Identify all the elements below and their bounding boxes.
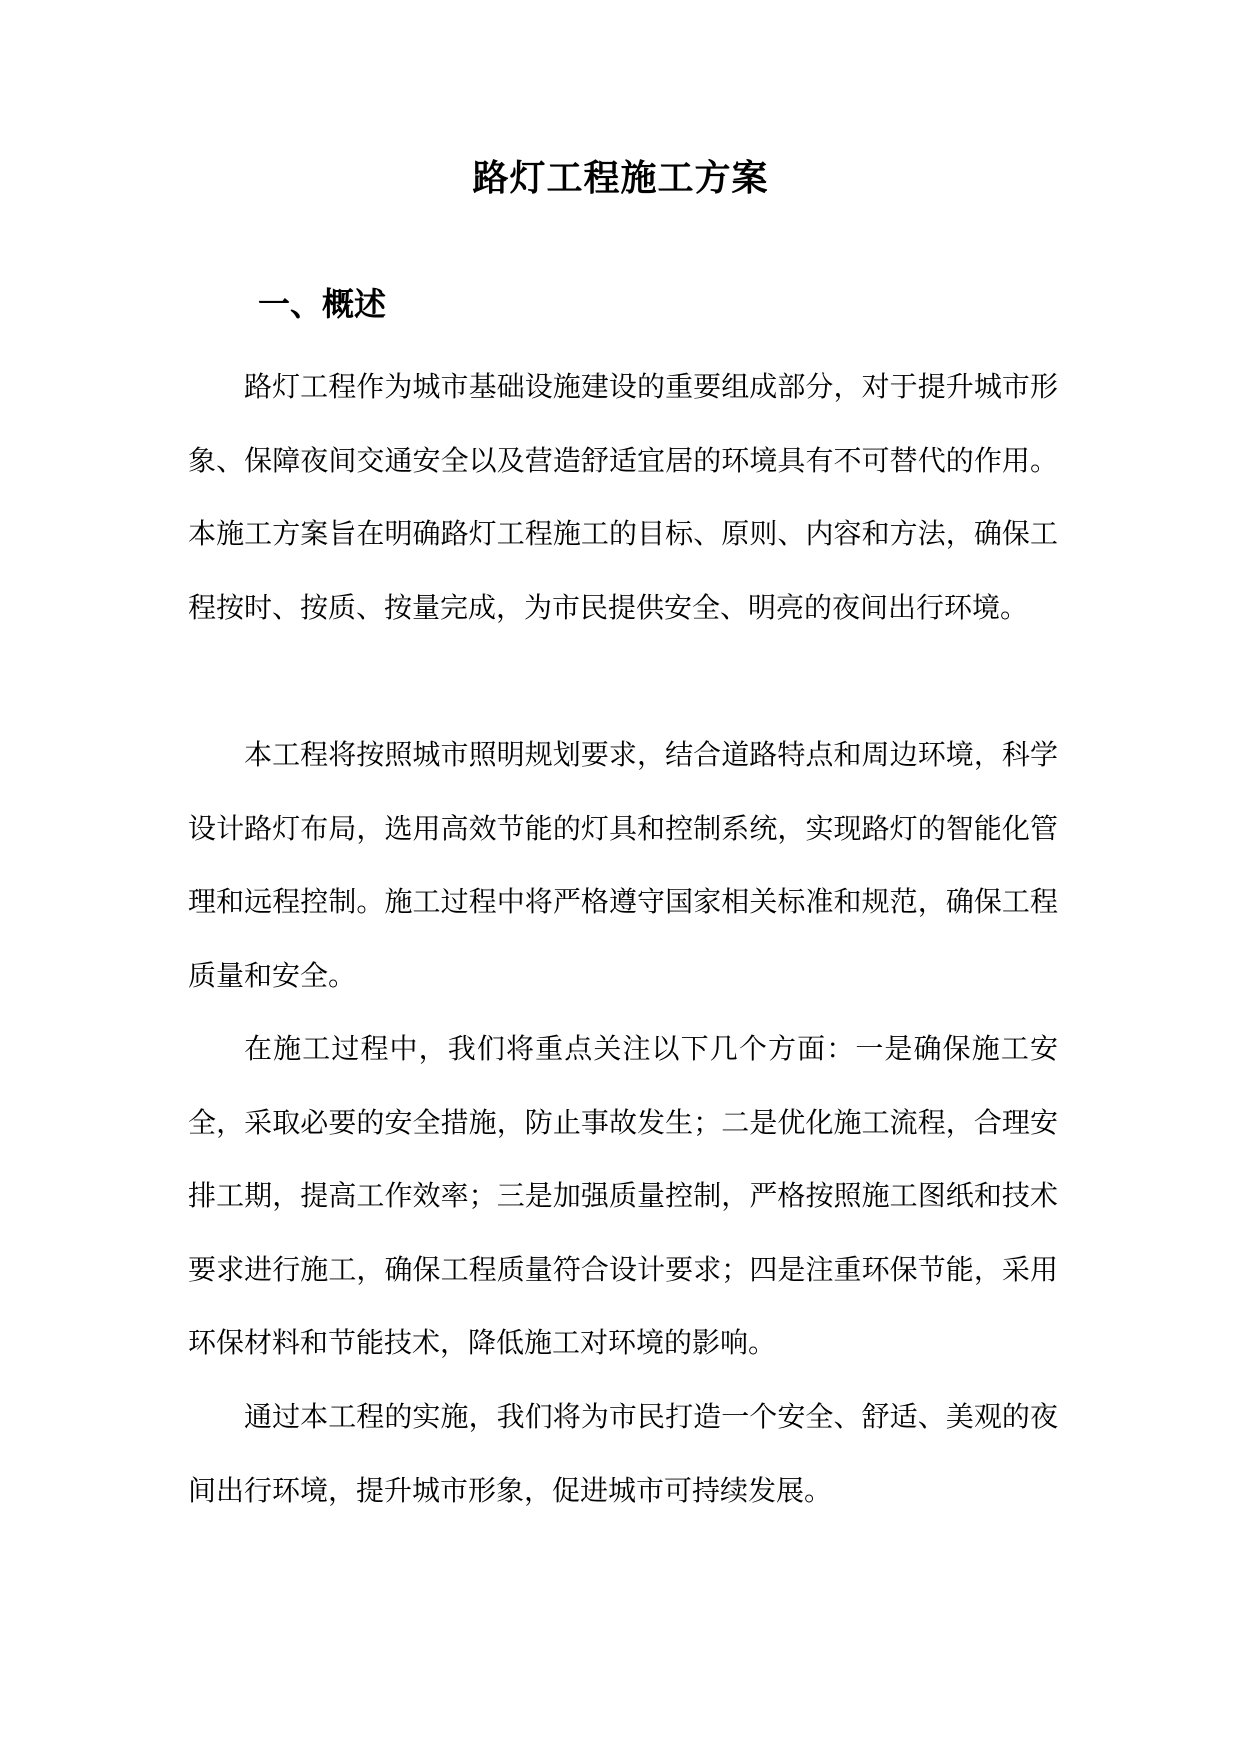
section-heading: 一、概述: [258, 285, 387, 323]
body-paragraph: 路灯工程作为城市基础设施建设的重要组成部分，对于提升城市形象、保障夜间交通安全以及营造舒适宜居的环境具有不可替代的作用。本施工方案旨在明确路灯工程施工的目标、原则、内容和方法，确保工程按时、按质、按量完成，为市民提供安全、明亮的夜间出行环境。: [188, 370, 1058, 624]
body-paragraph: 在施工过程中，我们将重点关注以下几个方面：一是确保施工安全，采取必要的安全措施，防止事故发生；二是优化施工流程，合理安排工期，提高工作效率；三是加强质量控制，严格按照施工图纸和技术要求进行施工，确保工程质量符合设计要求；四是注重环保节能，采用环保材料和节能技术，降低施工对环境的影响。: [188, 1032, 1058, 1360]
body-paragraph: 通过本工程的实施，我们将为市民打造一个安全、舒适、美观的夜间出行环境，提升城市形象，促进城市可持续发展。: [188, 1400, 1058, 1507]
document-title: 路灯工程施工方案: [472, 157, 769, 199]
body-paragraph: 本工程将按照城市照明规划要求，结合道路特点和周边环境，科学设计路灯布局，选用高效节能的灯具和控制系统，实现路灯的智能化管理和远程控制。施工过程中将严格遵守国家相关标准和规范，确保工程质量和安全。: [188, 738, 1058, 992]
